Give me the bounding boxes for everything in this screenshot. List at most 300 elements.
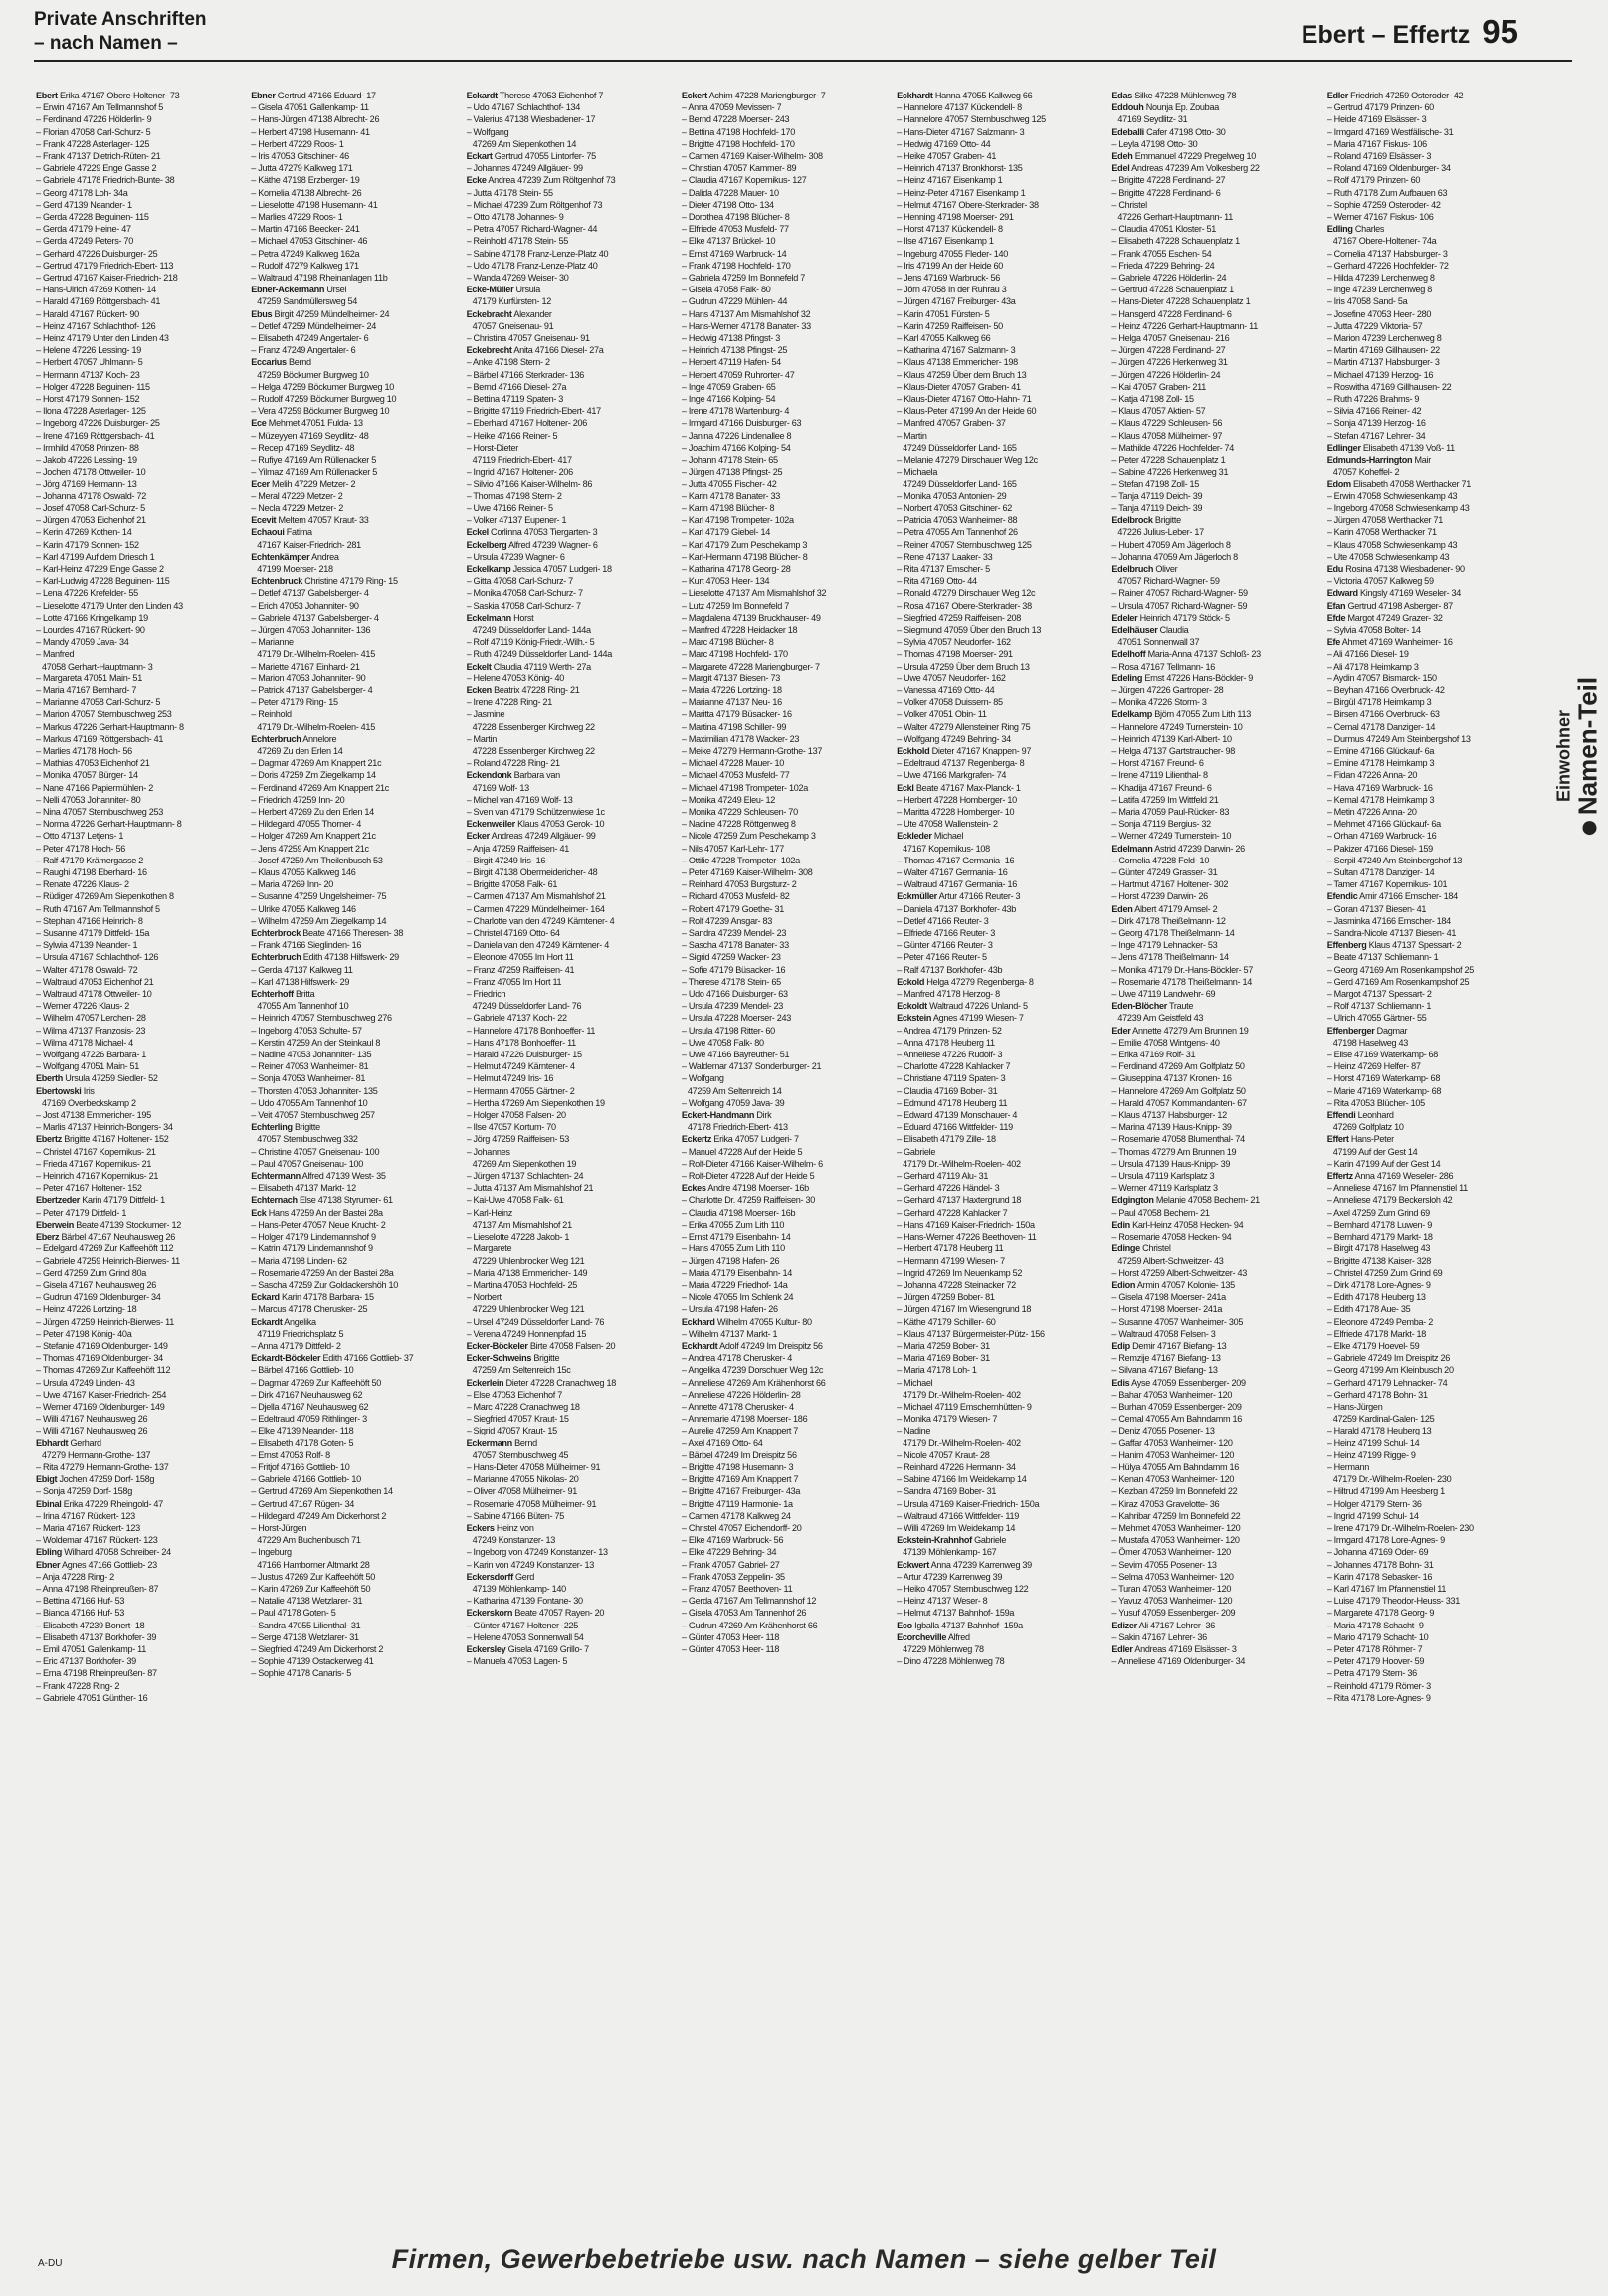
- directory-entry: [682, 211, 891, 223]
- entry-details: – Werner 47119 Karlsplatz 3: [1111, 1183, 1218, 1194]
- entry-details: – Heinrich 47057 Sternbuschweg 276: [251, 1013, 392, 1024]
- directory-entry: [1327, 272, 1536, 284]
- directory-entry: [251, 1170, 460, 1182]
- directory-entry: [682, 600, 891, 612]
- entry-details: – Karin von 47249 Konstanzer- 13: [466, 1559, 594, 1570]
- entry-details: – Karin 47058 Werthacker 71: [1326, 527, 1437, 538]
- directory-entry: [897, 1194, 1106, 1206]
- directory-entry: [1327, 539, 1536, 551]
- entry-details: – Marie 47169 Waterkamp- 68: [1326, 1085, 1442, 1096]
- entry-details: – Vanessa 47169 Otto- 44: [897, 684, 995, 695]
- directory-entry: [1111, 1255, 1320, 1267]
- entry-details: – Maria 47138 Emmericher- 149: [466, 1267, 588, 1278]
- entry-details: – Michael 47228 Mauer- 10: [681, 758, 785, 769]
- entry-details: – Latifa 47259 Im Wittfeld 21: [1111, 794, 1219, 805]
- entry-details: – Hans-Jürgen 47138 Albrecht- 26: [251, 114, 380, 125]
- directory-entry: [251, 708, 460, 720]
- directory-entry: [36, 272, 245, 284]
- directory-entry: [682, 1303, 891, 1315]
- directory-entry: [1111, 782, 1320, 794]
- entry-details: 47226 Julius-Leber- 17: [1117, 527, 1204, 538]
- entry-details: – Volker 47058 Duissern- 85: [897, 697, 1003, 708]
- directory-entry: [251, 502, 460, 514]
- entry-details: – Goran 47137 Biesen- 41: [1326, 903, 1427, 914]
- entry-details: – Kezban 47259 Im Bonnefeld 22: [1111, 1486, 1238, 1497]
- entry-details: – Jakob 47226 Lessing- 19: [36, 455, 137, 466]
- directory-entry: [1111, 636, 1320, 648]
- directory-entry: [1111, 248, 1320, 260]
- directory-entry: [36, 1291, 245, 1303]
- entry-details: – Khadija 47167 Freund- 6: [1111, 782, 1212, 793]
- directory-entry: [251, 138, 460, 150]
- entry-details: – Ilona 47228 Asterlager- 125: [36, 406, 146, 417]
- directory-entry: [682, 733, 891, 745]
- entry-details: – Monika 47053 Antonien- 29: [897, 490, 1007, 501]
- entry-details: – Elfriede 47053 Musfeld- 77: [681, 224, 789, 235]
- entry-surname: Ebertowski: [36, 1085, 82, 1096]
- directory-entry: [897, 466, 1106, 478]
- directory-entry: [1111, 162, 1320, 174]
- directory-entry: [1111, 126, 1320, 138]
- entry-details: Nounja Ep. Zoubaa: [1143, 102, 1219, 113]
- entry-details: – Jens 47178 Theißelmann- 14: [1111, 952, 1229, 963]
- directory-entry: [682, 708, 891, 720]
- entry-details: – Gisela 47051 Gallenkamp- 11: [251, 102, 369, 113]
- entry-details: – Werner 47167 Fiskus- 106: [1326, 212, 1434, 223]
- directory-entry: [251, 878, 460, 890]
- entry-surname: Eckertz: [681, 1134, 712, 1145]
- entry-surname: Edizer: [1111, 1620, 1137, 1630]
- directory-entry: [1327, 1620, 1536, 1631]
- directory-entry: [1327, 1097, 1536, 1109]
- entry-details: – Heide 47169 Elsässer- 3: [1326, 114, 1427, 125]
- entry-details: 47269 Am Siepenkothen 19: [472, 1158, 577, 1169]
- entry-details: – Richard 47053 Musfeld- 82: [681, 891, 790, 902]
- entry-details: 47057 Koheffel- 2: [1332, 467, 1400, 478]
- directory-entry: [36, 187, 245, 199]
- directory-entry: [36, 1328, 245, 1340]
- entry-details: Leonhard: [1355, 1110, 1394, 1121]
- directory-entry: [251, 1655, 460, 1667]
- directory-entry: [1327, 1025, 1536, 1037]
- entry-surname: Ece: [251, 418, 267, 429]
- entry-details: – Sophie 47178 Canaris- 5: [251, 1668, 351, 1679]
- entry-details: – Wilhelm 47259 Am Ziegelkamp 14: [251, 915, 387, 926]
- name-range-heading: [1302, 8, 1518, 59]
- entry-details: 47179 Dr.-Wilhelm-Roelen- 230: [1332, 1474, 1452, 1485]
- directory-entry: [682, 1072, 891, 1084]
- directory-entry: [682, 939, 891, 951]
- entry-details: – Emilie 47058 Wintgens- 40: [1111, 1037, 1220, 1048]
- directory-entry: [682, 1243, 891, 1254]
- directory-entry: [1327, 113, 1536, 125]
- directory-entry: [1111, 1219, 1320, 1231]
- entry-details: Oliver: [1153, 563, 1178, 574]
- entry-details: – Frieda 47167 Kopernikus- 21: [36, 1158, 152, 1169]
- entry-details: – Heike 47166 Reiner- 5: [466, 430, 558, 441]
- directory-entry: [1327, 1643, 1536, 1655]
- entry-details: – Klaus-Dieter 47057 Graben- 41: [897, 381, 1021, 392]
- entry-details: – Ursula 47167 Schlachthof- 126: [36, 952, 159, 963]
- entry-details: – Ursel 47249 Düsseldorfer Land- 76: [466, 1316, 605, 1327]
- directory-entry: [897, 90, 1106, 101]
- entry-details: – Joachim 47166 Kolping- 54: [681, 442, 791, 453]
- entry-details: – Horst 47198 Moerser- 241a: [1111, 1304, 1223, 1315]
- entry-surname: Ebert: [36, 91, 58, 100]
- entry-surname: Echterbruch: [251, 952, 302, 963]
- directory-entry: [1111, 235, 1320, 247]
- directory-entry: [682, 187, 891, 199]
- entry-details: – Mandy 47059 Java- 34: [36, 637, 129, 648]
- entry-details: – Günter 47053 Heer- 118: [681, 1644, 780, 1654]
- directory-entry: [36, 1425, 245, 1436]
- entry-details: – Karl 47179 Zum Peschekamp 3: [681, 539, 808, 550]
- entry-details: – Ursula 47057 Richard-Wagner- 59: [1111, 600, 1248, 611]
- entry-details: – Anna 47059 Mevissen- 7: [681, 102, 782, 113]
- entry-details: – Johann 47178 Stein- 65: [681, 455, 778, 466]
- entry-details: 47228 Essenberger Kirchweg 22: [472, 745, 595, 756]
- directory-entry: [1327, 1680, 1536, 1692]
- directory-entry: [467, 866, 676, 878]
- directory-entry: [1327, 806, 1536, 818]
- directory-entry: [36, 113, 245, 125]
- entry-details: 47259 Sandmüllersweg 54: [257, 296, 358, 307]
- entry-details: – Rolf-Dieter 47166 Kaiser-Wilhelm- 6: [681, 1158, 823, 1169]
- directory-entry: [467, 272, 676, 284]
- directory-entry: [251, 782, 460, 794]
- entry-details: – Werner 47249 Turnerstein- 10: [1111, 831, 1232, 842]
- entry-details: – Iris 47053 Gitschiner- 46: [251, 151, 349, 162]
- directory-entry: [1111, 1364, 1320, 1376]
- entry-details: – Karl 47167 Im Pfannenstiel 11: [1326, 1583, 1447, 1594]
- entry-details: – Victoria 47057 Kalkweg 59: [1326, 576, 1434, 587]
- directory-entry: [1111, 855, 1320, 866]
- entry-details: – Irene 47179 Dr.-Wilhelm-Roelen- 230: [1326, 1522, 1474, 1533]
- page-header: [34, 8, 1518, 60]
- directory-entry: [1111, 1510, 1320, 1522]
- entry-details: – Herbert 47059 Ruhrorter- 47: [681, 369, 795, 380]
- directory-entry: [1111, 514, 1320, 526]
- entry-details: – Christel 47169 Otto- 64: [466, 928, 560, 939]
- directory-entry: [682, 1025, 891, 1037]
- entry-details: – Edelgard 47269 Zur Kaffeehöft 112: [36, 1244, 174, 1254]
- directory-entry: [682, 843, 891, 855]
- entry-details: – Edward 47139 Monschauer- 4: [897, 1110, 1018, 1121]
- directory-entry: [251, 927, 460, 939]
- entry-details: – Mehmet 47053 Wanheimer- 120: [1111, 1522, 1241, 1533]
- directory-entry: [251, 1449, 460, 1461]
- directory-entry: [1327, 600, 1536, 612]
- directory-entry: [36, 1025, 245, 1037]
- entry-details: – Ingeborg 47058 Schwiesenkamp 43: [1326, 502, 1470, 513]
- entry-details: – Frank 47055 Eschen- 54: [1111, 248, 1212, 259]
- entry-details: – Lourdes 47167 Rückert- 90: [36, 624, 145, 635]
- entry-details: – Paul 47057 Gneisenau- 100: [251, 1158, 364, 1169]
- entry-details: – Sabine 47226 Herkenweg 31: [1111, 467, 1229, 478]
- entry-details: – Jürgen 47259 Bober- 81: [897, 1292, 995, 1303]
- directory-entry: [682, 308, 891, 320]
- directory-entry: [682, 1473, 891, 1485]
- entry-details: – Maria 47198 Linden- 62: [251, 1255, 347, 1266]
- entry-surname: Ebertz: [36, 1134, 62, 1145]
- directory-entry: [1111, 478, 1320, 490]
- entry-details: – Verena 47249 Honnenpfad 15: [466, 1328, 587, 1339]
- directory-entry: [36, 1072, 245, 1084]
- entry-details: – Giuseppina 47137 Kronen- 16: [1111, 1073, 1232, 1084]
- directory-entry: [682, 951, 891, 963]
- directory-entry: [36, 1620, 245, 1631]
- directory-entry: [36, 466, 245, 478]
- directory-entry: [682, 964, 891, 976]
- directory-entry: [1111, 1133, 1320, 1145]
- entry-details: 47229 Möhlenweg 78: [903, 1644, 984, 1654]
- entry-details: – Yusuf 47059 Essenberger- 209: [1111, 1608, 1236, 1619]
- entry-details: – Siegfried 47057 Kraut- 15: [466, 1414, 569, 1425]
- entry-details: – Gabriele 47137 Koch- 22: [466, 1013, 567, 1024]
- entry-surname: Echtermann: [251, 1171, 301, 1182]
- directory-entry: [36, 1595, 245, 1607]
- entry-details: – Remzije 47167 Biefang- 13: [1111, 1353, 1221, 1364]
- directory-entry: [682, 393, 891, 405]
- entry-details: – Gabriele 47229 Enge Gasse 2: [36, 163, 157, 174]
- entry-surname: Eckhardt: [897, 91, 933, 100]
- entry-details: – Horst-Jürgen: [251, 1522, 307, 1533]
- entry-details: – Sylwia 47139 Neander- 1: [36, 940, 138, 951]
- directory-entry: [897, 1655, 1106, 1667]
- entry-details: – Josef 47058 Carl-Schurz- 5: [36, 502, 145, 513]
- directory-entry: [36, 1413, 245, 1425]
- entry-surname: Echterbruch: [251, 733, 302, 744]
- directory-entry: [467, 466, 676, 478]
- directory-entry: [1111, 1316, 1320, 1328]
- directory-entry: [682, 1534, 891, 1546]
- entry-details: – Horst 47169 Waterkamp- 68: [1326, 1073, 1441, 1084]
- entry-details: – Anneliese 47226 Rudolf- 3: [897, 1050, 1003, 1060]
- entry-details: – Silvana 47167 Biefang- 13: [1111, 1365, 1218, 1376]
- directory-entry: [1327, 1631, 1536, 1643]
- entry-details: – Hedwig 47169 Otto- 44: [897, 138, 991, 149]
- directory-entry: [1327, 1049, 1536, 1060]
- entry-surname: Ebner-Ackermann: [251, 285, 325, 295]
- entry-surname: Eckstein: [897, 1013, 932, 1024]
- entry-surname: Efendic: [1326, 891, 1358, 902]
- directory-entry: [36, 1510, 245, 1522]
- entry-details: – Ingeburg: [251, 1547, 292, 1558]
- directory-entry: [251, 1316, 460, 1328]
- entry-details: – Wolfgang: [681, 1073, 724, 1084]
- entry-details: – Brigitte 47167 Freiburger- 43a: [681, 1486, 801, 1497]
- directory-entry: [1327, 478, 1536, 490]
- directory-entry: [1327, 1692, 1536, 1704]
- directory-entry: [251, 684, 460, 696]
- directory-entry: [1327, 90, 1536, 101]
- entry-details: – Therese 47178 Stein- 65: [681, 976, 781, 987]
- directory-entry: [1327, 1364, 1536, 1376]
- directory-entry: [1111, 539, 1320, 551]
- directory-entry: [36, 1303, 245, 1315]
- directory-entry: [251, 162, 460, 174]
- directory-entry: [1111, 794, 1320, 806]
- entry-details: – Kurt 47053 Heer- 134: [681, 576, 770, 587]
- entry-details: – Heinz 47137 Weser- 8: [897, 1596, 988, 1607]
- directory-entry: [897, 1085, 1106, 1097]
- directory-entry: [36, 1437, 245, 1449]
- directory-entry: [467, 1316, 676, 1328]
- entry-details: – Ursula 47198 Ritter- 60: [681, 1025, 775, 1036]
- directory-entry: [251, 1037, 460, 1049]
- directory-entry: [1111, 1158, 1320, 1170]
- directory-entry: [36, 1461, 245, 1473]
- directory-entry: [1327, 211, 1536, 223]
- directory-entry: [467, 612, 676, 624]
- entry-details: – Veit 47057 Sternbuschweg 257: [251, 1110, 375, 1121]
- directory-entry: [682, 648, 891, 660]
- directory-entry: [1327, 150, 1536, 162]
- entry-details: – Uwe 47166 Bayreuther- 51: [681, 1050, 790, 1060]
- directory-entry: [897, 1583, 1106, 1595]
- entry-details: – Helga 47137 Gartstraucher- 98: [1111, 745, 1236, 756]
- entry-surname: Ebinal: [36, 1498, 62, 1509]
- directory-entry: [682, 1389, 891, 1401]
- entry-details: – Pakizer 47166 Diesel- 159: [1326, 843, 1433, 854]
- entry-details: Hans 47259 An der Bastei 28a: [266, 1207, 383, 1218]
- entry-details: – Helene 47053 König- 40: [466, 672, 565, 683]
- entry-details: – Hermann 47199 Wiesen- 7: [897, 1255, 1005, 1266]
- directory-entry: [897, 903, 1106, 915]
- directory-entry: [251, 1291, 460, 1303]
- entry-details: – Martin 47169 Gillhausen- 22: [1326, 345, 1440, 356]
- entry-details: – Hans-Dieter 47228 Schauenplatz 1: [1111, 296, 1251, 307]
- directory-entry: [1111, 1461, 1320, 1473]
- directory-entry: [36, 939, 245, 951]
- directory-entry: [897, 356, 1106, 368]
- directory-entry: [467, 1473, 676, 1485]
- directory-entry: [36, 1194, 245, 1206]
- entry-details: – Inge 47179 Lehnacker- 53: [1111, 940, 1218, 951]
- directory-entry: [1327, 1510, 1536, 1522]
- directory-entry: [251, 199, 460, 211]
- entry-details: – Horst 47137 Kückendell- 8: [897, 224, 1003, 235]
- entry-details: Andrea: [309, 551, 339, 562]
- entry-details: – Manfred 47057 Graben- 37: [897, 418, 1006, 429]
- directory-entry: [1327, 393, 1536, 405]
- directory-entry: [251, 223, 460, 235]
- entry-details: – Susanne 47259 Ungelsheimer- 75: [251, 891, 387, 902]
- entry-details: – Elise 47169 Waterkamp- 68: [1326, 1050, 1439, 1060]
- entry-details: – Hildegard 47249 Am Dickerhorst 2: [251, 1510, 387, 1521]
- entry-details: – Jost 47138 Emmericher- 195: [36, 1110, 151, 1121]
- directory-entry: [682, 442, 891, 454]
- entry-surname: Eberth: [36, 1073, 63, 1084]
- entry-details: – Maritta 47228 Homberger- 10: [897, 806, 1015, 817]
- directory-entry: [467, 211, 676, 223]
- entry-details: – Natalie 47138 Wetzlarer- 31: [251, 1596, 363, 1607]
- entry-details: – Hubert 47059 Am Jägerloch 8: [1111, 539, 1231, 550]
- entry-details: – Heinz-Peter 47167 Eisenkamp 1: [897, 187, 1026, 198]
- directory-entry: [682, 745, 891, 757]
- entry-details: – Gerhard 47228 Kahlacker 7: [897, 1207, 1008, 1218]
- entry-details: – Rolf 47119 König-Friedr.-Wilh.- 5: [466, 637, 595, 648]
- directory-entry: [467, 1655, 676, 1667]
- entry-details: – Cemal 47055 Am Bahndamm 16: [1111, 1414, 1243, 1425]
- directory-entry: [1327, 502, 1536, 514]
- entry-surname: Eckebrecht: [466, 345, 512, 356]
- directory-entry: [36, 964, 245, 976]
- entry-details: Gerd: [512, 1571, 535, 1582]
- entry-details: – Rosemarie 47259 An der Bastei 28a: [251, 1267, 394, 1278]
- directory-entry: [897, 878, 1106, 890]
- entry-details: 47057 Sternbuschweg 332: [257, 1134, 358, 1145]
- directory-entry: [467, 150, 676, 162]
- entry-details: – Hannelore 47178 Bonhoeffer- 11: [466, 1025, 596, 1036]
- directory-entry: [1111, 1377, 1320, 1389]
- entry-surname: Echterbrock: [251, 928, 302, 939]
- directory-entry: [467, 1595, 676, 1607]
- entry-details: – Brigitte 47119 Friedrich-Ebert- 417: [466, 406, 601, 417]
- directory-entry: [1111, 818, 1320, 830]
- entry-details: – Hartmut 47167 Holtener- 302: [1111, 879, 1229, 890]
- directory-entry: [1111, 1121, 1320, 1133]
- directory-entry: [1327, 939, 1536, 951]
- entry-details: Brigitte: [1152, 515, 1181, 526]
- directory-entry: [682, 1012, 891, 1024]
- directory-entry: [682, 903, 891, 915]
- directory-entry: [467, 1158, 676, 1170]
- directory-entry: [1111, 915, 1320, 927]
- entry-surname: Edeler: [1111, 612, 1138, 623]
- entry-details: Margot 47249 Grazer- 32: [1345, 612, 1443, 623]
- entry-details: – Edith 47178 Aue- 35: [1326, 1304, 1411, 1315]
- entry-details: – Peter 47169 Kaiser-Wilhelm- 308: [681, 867, 813, 877]
- directory-entry: [251, 1121, 460, 1133]
- entry-surname: Edion: [1111, 1279, 1136, 1290]
- entry-details: 47249 Düsseldorfer Land- 165: [903, 478, 1017, 489]
- entry-details: – Rufiye 47169 Am Rüllenacker 5: [251, 455, 376, 466]
- entry-details: – Janina 47226 Lindenallee 8: [681, 430, 792, 441]
- directory-entry: [36, 636, 245, 648]
- directory-entry: [897, 757, 1106, 769]
- directory-entry: [467, 1534, 676, 1546]
- entry-details: – Karin 47199 Auf der Gest 14: [1326, 1158, 1441, 1169]
- directory-entry: [897, 1473, 1106, 1485]
- entry-details: Dieter 47228 Cranachweg 18: [503, 1377, 617, 1388]
- entry-details: – Hans 47137 Am Mismahlshof 32: [681, 308, 811, 319]
- entry-details: – Elisabeth 47228 Schauenplatz 1: [1111, 236, 1240, 247]
- directory-entry: [897, 830, 1106, 842]
- entry-details: – Reinhard 47226 Hermann- 34: [897, 1461, 1016, 1472]
- entry-details: – Raughi 47198 Eberhard- 16: [36, 867, 147, 877]
- entry-details: – Michael: [897, 1377, 933, 1388]
- directory-entry: [1327, 782, 1536, 794]
- entry-details: – Johanna 47059 Am Jägerloch 8: [1111, 551, 1238, 562]
- entry-details: – Friedrich 47259 Inn- 20: [251, 794, 345, 805]
- entry-details: – Hans-Peter 47057 Neue Krucht- 2: [251, 1219, 386, 1230]
- entry-details: – Heinrich 47137 Bronkhorst- 135: [897, 163, 1023, 174]
- entry-details: – Ulrike 47055 Kalkweg 146: [251, 903, 356, 914]
- directory-entry: [467, 1352, 676, 1364]
- directory-entry: [251, 769, 460, 781]
- entry-details: – Maria 47229 Friedhof- 14a: [681, 1279, 788, 1290]
- entry-details: – Heinrich 47167 Kopernikus- 21: [36, 1171, 159, 1182]
- directory-entry: [1327, 454, 1536, 466]
- entry-details: 47249 Düsseldorfer Land- 76: [472, 1001, 582, 1012]
- entry-details: – Inge 47239 Lerchenweg 8: [1326, 285, 1432, 295]
- directory-entry: [897, 381, 1106, 393]
- directory-entry: [251, 1413, 460, 1425]
- directory-entry: [897, 1364, 1106, 1376]
- directory-entry: [897, 526, 1106, 538]
- entry-details: – Kenan 47053 Wanheimer- 120: [1111, 1474, 1235, 1485]
